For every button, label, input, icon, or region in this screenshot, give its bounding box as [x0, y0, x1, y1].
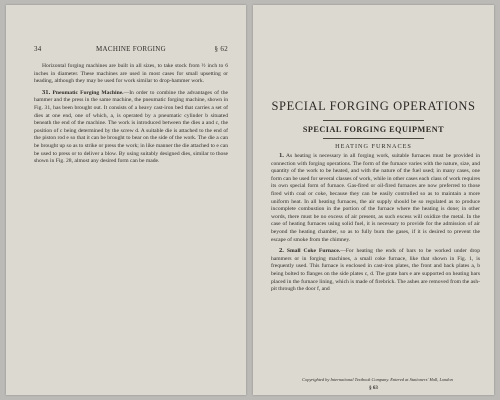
section-mark: § 62: [214, 45, 228, 53]
page-number: 34: [34, 45, 42, 53]
paragraph-heading: Pneumatic Forging Machine.: [52, 89, 124, 96]
paragraph-2: [271, 247, 480, 294]
left-page: [6, 5, 246, 395]
body-text: [34, 63, 228, 166]
footer-section-code: § 63: [369, 386, 378, 391]
intro-paragraph: Horizontal forging machines are built in all sizes, to take stock from ½ inch to 6 inches in diameter. These machines are used in most cases for small upsetting or heading, although they may be used for work similar to drop-hammer work.: [34, 63, 228, 85]
paragraph-31: [34, 89, 228, 166]
paragraph-number: 31.: [42, 88, 51, 96]
paragraph-heading: Small Coke Furnace.: [286, 248, 341, 255]
paragraph-1: [271, 152, 480, 244]
paragraph-number: 1.: [279, 152, 284, 159]
divider-rule: [323, 138, 424, 139]
paragraph-number: 2.: [279, 247, 284, 255]
subsection-title: HEATING FURNACES: [335, 143, 412, 150]
running-title: MACHINE FORGING: [95, 45, 167, 53]
section-title: SPECIAL FORGING EQUIPMENT: [302, 125, 445, 134]
paragraph-text: —In order to combine the advantages of the hammer and the press in the same machine, the pneumatic forging machine, shown in Fig. 31, has been brought out. It consists of a heavy cast-iron bed that carries a set of dies at one end, one of which, a, is operated by a pneumatic cylinder b situated beneath the end of the machine. The work is introduced between the dies a and c, the position of c being determined by the screw d. A suitable die is attached to the end of the piston rod e so that it can be brought to bear on the side of the work. The die a can be brought up so as to strike or press the work; in like manner the die attached to e can be used to press or to deliver a blow. By using suitably designed dies, similar to those shown in Fig. 28, almost any desired form can be made.: [34, 89, 229, 165]
paragraph-text: —For heating the ends of bars to be worked under drop hammers or in forging machines, a small coke furnace, like that shown in Fig. 1, is frequently used. This furnace is enclosed in cast-iron plates, the front and back plates a, b being bolted to flanges on the side plates c, d. The grate bars e are supported on heating bars placed in the furnace lining, which is made of firebrick. The ashes are removed from the ash-pit through the door f, and: [271, 248, 480, 293]
chapter-title: SPECIAL FORGING OPERATIONS: [271, 99, 476, 113]
running-head: [34, 45, 228, 57]
body-text: [271, 152, 480, 294]
right-page: [253, 5, 494, 395]
paragraph-text: As heating is necessary in all forging work, suitable furnaces must be provided in connection with forging operations. The form of the furnace varies with the nature, size, and quantity of the work to be heated, and with the nature of the fuel used; in many cases, one form can be used for several classes of work, while in other cases each class of work requires its own special form of furnace. Gas-fired or oil-fired furnaces are now preferred to those fired with coal or coke, because they can be easily controlled so as to maintain a more uniform heat. In all heating furnaces, the air supply should be so regulated as to produce incomplete combustion in the portion of the furnace where the heating is done; in other words, there must be no excess of air present, as such excess will oxidize the metal. In the case of heating furnaces using solid fuel, it is necessary to provide for the admission of air beyond the heating chamber, so as to fully burn the gases, if it is desired to prevent the escape of smoke from the chimney.: [271, 153, 480, 243]
copyright-footer: Copyrighted by International Textbook Company. Entered at Stationers' Hall, London: [302, 377, 453, 382]
divider-rule: [323, 120, 424, 121]
